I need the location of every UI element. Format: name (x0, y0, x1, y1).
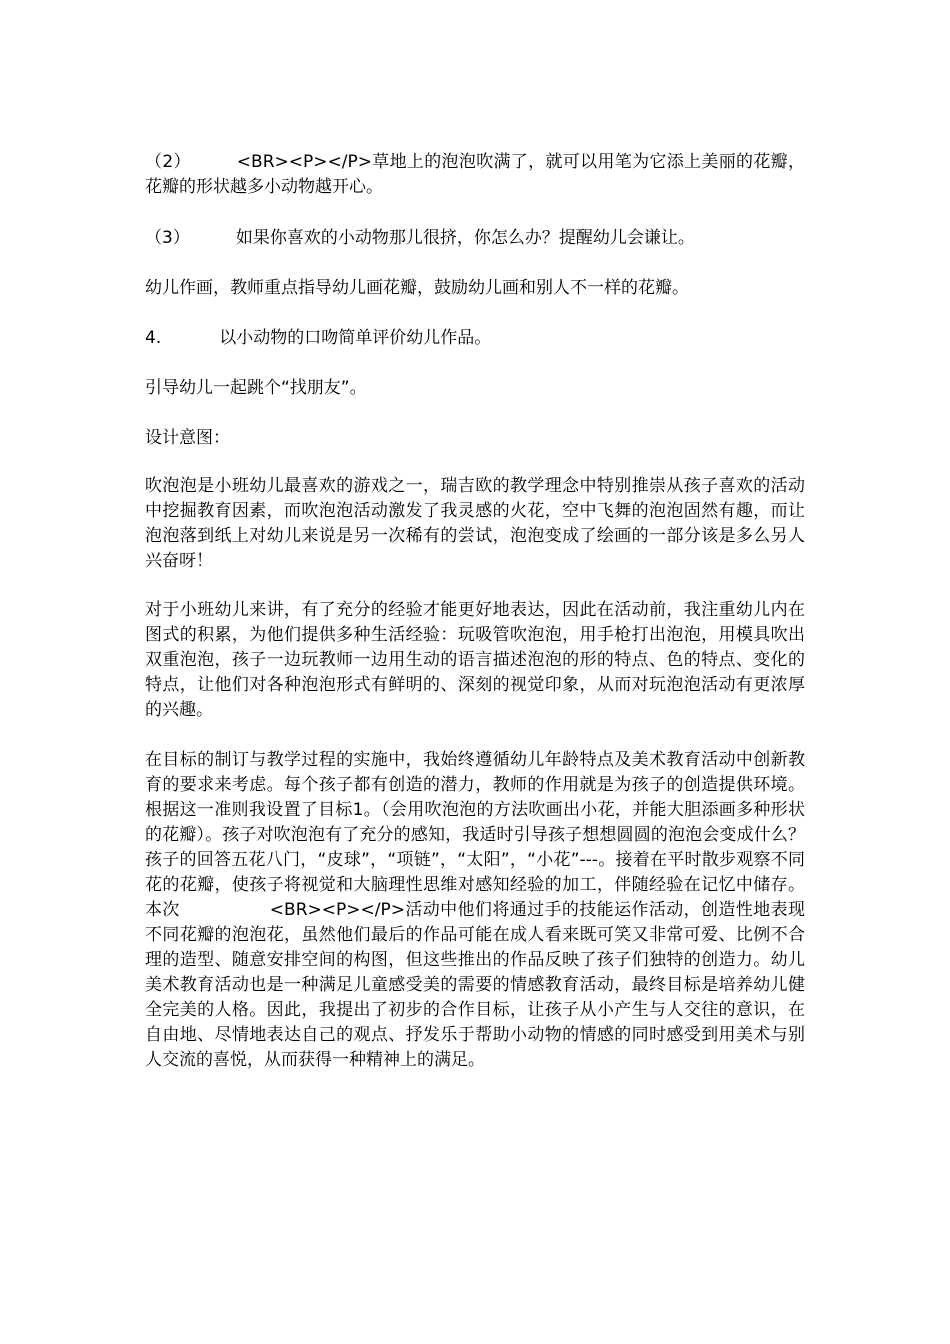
step-number: （3） (145, 228, 190, 248)
paragraph-text: 活动中他们将通过手的技能运作活动，创造性地表现不同花瓣的泡泡花，虽然他们最后的作品可能在成人看来既可笑又非常可爱、比例不合理的造型、随意安排空间的构图，但这些推出的作品反映了孩子们独特的创造力。幼儿美术教育活动也是一种满足儿童感受美的需要的情感教育活动，最终目标是培养幼儿健全完美的人格。因此，我提出了初步的合作目标，让孩子从小产生与人交往的意识，在自由地、尽情地表达自己的观点、抒发乐于帮助小动物的情感的同时感受到用美术与别人交流的喜悦，从而获得一种精神上的满足。 (145, 900, 806, 1070)
paragraph-step-3 (145, 226, 805, 251)
paragraph-text: 以小动物的口吻简单评价幼儿作品。 (219, 328, 492, 348)
html-tag-text: <BR><P></P> (236, 152, 372, 172)
paragraph-dance (145, 376, 805, 401)
paragraph-step-2 (145, 150, 805, 200)
html-tag-text: <BR><P></P> (269, 900, 405, 920)
paragraph-intent-2 (145, 598, 805, 723)
paragraph-text: 草地上的泡泡吹满了，就可以用笔为它添上美丽的花瓣，花瓣的形状越多小动物越开心。 (145, 152, 805, 197)
step-number: （2） (145, 152, 191, 172)
paragraph-text: 如果你喜欢的小动物那儿很挤，你怎么办？提醒幼儿会谦让。 (235, 228, 695, 248)
paragraph-text: 对于小班幼儿来讲，有了充分的经验才能更好地表达，因此在活动前，我注重幼儿内在图式的积累，为他们提供多种生活经验：玩吸管吹泡泡，用手枪打出泡泡，用模具吹出双重泡泡，孩子一边玩教师一边用生动的语言描述泡泡的形的特点、色的特点、变化的特点，让他们对各种泡泡形式有鲜明的、深刻的视觉印象，从而对玩泡泡活动有更浓厚的兴趣。 (145, 600, 805, 720)
paragraph-intent-1 (145, 474, 805, 574)
paragraph-drawing (145, 276, 805, 301)
paragraph-text: 幼儿作画，教师重点指导幼儿画花瓣，鼓励幼儿画和别人不一样的花瓣。 (145, 278, 689, 298)
paragraph-intent-3 (145, 748, 805, 1073)
paragraph-step-4 (145, 326, 805, 351)
step-number: 4. (145, 328, 162, 348)
paragraph-text: 引导幼儿一起跳个“找朋友”。 (145, 378, 367, 398)
paragraph-text: 吹泡泡是小班幼儿最喜欢的游戏之一，瑞吉欧的教学理念中特别推崇从孩子喜欢的活动中挖掘教育因素，而吹泡泡活动激发了我灵感的火花，空中飞舞的泡泡固然有趣，而让泡泡落到纸上对幼儿来说是另一次稀有的尝试，泡泡变成了绘画的一部分该是多么另人兴奋呀！ (145, 476, 805, 571)
heading-text: 设计意图： (145, 428, 230, 448)
section-heading (145, 426, 805, 451)
paragraph-text: 在目标的制订与教学过程的实施中，我始终遵循幼儿年龄特点及美术教育活动中创新教育的要求来考虑。每个孩子都有创造的潜力，教师的作用就是为孩子的创造提供环境。根据这一准则我设置了目标1。（会用吹泡泡的方法吹画出小花，并能大胆添画多种形状的花瓣）。孩子对吹泡泡有了充分的感知，我适时引导孩子想想圆圆的泡泡会变成什么？孩子的回答五花八门，“皮球”，“项链”，“太阳”，“小花”---。接着在平时散步观察不同花的花瓣，使孩子将视觉和大脑理性思维对感知经验的加工，伴随经验在记忆中储存。本次 (145, 750, 805, 920)
